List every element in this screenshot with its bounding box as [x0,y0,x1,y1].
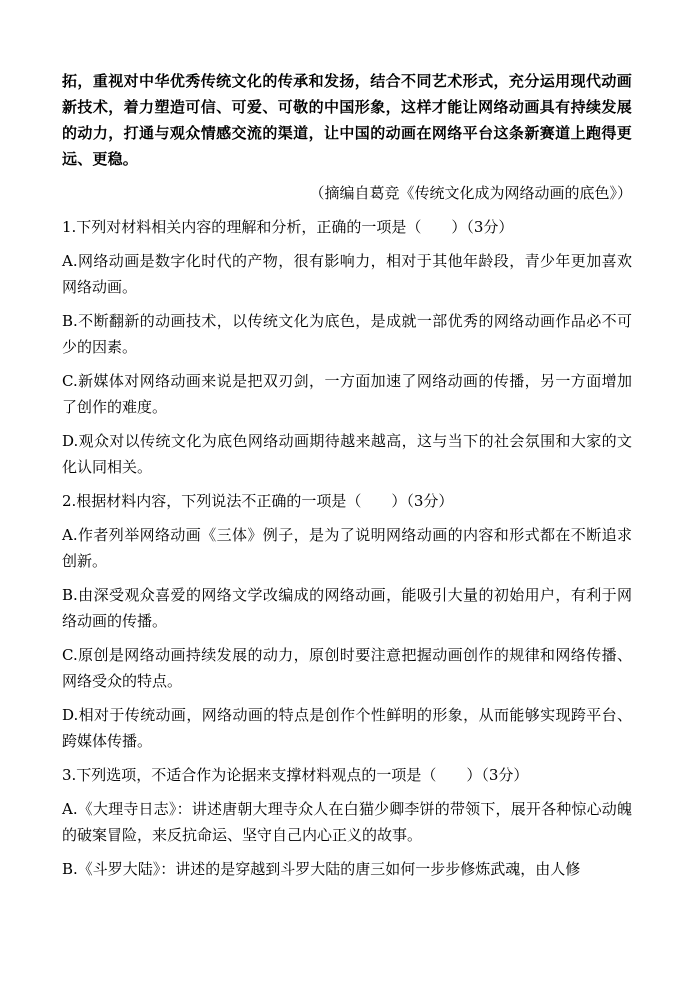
question-3-option-a: A.《大理寺日志》：讲述唐朝大理寺众人在白猫少卿李饼的带领下，展开各种惊心动魄的破案冒险，来反抗命运、坚守自己内心正义的故事。 [62,800,632,844]
question-3-option-b: B.《斗罗大陆》：讲述的是穿越到斗罗大陆的唐三如何一步步修炼武魂，由人修 [62,860,581,878]
question-1-option-c: C.新媒体对网络动画来说是把双刃剑，一方面加速了网络动画的传播，另一方面增加了创作的难度。 [62,372,632,416]
question-2-option-a: A.作者列举网络动画《三体》例子，是为了说明网络动画的内容和形式都在不断追求创新。 [62,526,632,570]
question-2-option-d: D.相对于传统动画，网络动画的特点是创作个性鲜明的形象，从而能够实现跨平台、跨媒体传播。 [62,706,632,750]
passage-intro: 拓，重视对中华优秀传统文化的传承和发扬，结合不同艺术形式，充分运用现代动画新技术，着力塑造可信、可爱、可敬的中国形象，这样才能让网络动画具有持续发展的动力，打通与观众情感交流的渠道，让中国的动画在网络平台这条新赛道上跑得更远、更稳。 [62,72,632,168]
passage-source: （摘编自葛竞《传统文化成为网络动画的底色》） [309,184,632,202]
question-1-option-b: B.不断翻新的动画技术，以传统文化为底色，是成就一部优秀的网络动画作品必不可少的因素。 [62,312,632,356]
question-1-option-d: D.观众对以传统文化为底色网络动画期待越来越高，这与当下的社会氛围和大家的文化认同相关。 [62,432,632,476]
question-2-stem: 2.根据材料内容，下列说法不正确的一项是（ ）（3分） [62,492,454,510]
document-page [62,68,632,882]
question-2-option-b: B.由深受观众喜爱的网络文学改编成的网络动画，能吸引大量的初始用户，有利于网络动画的传播。 [62,586,632,630]
question-1-option-a: A.网络动画是数字化时代的产物，很有影响力，相对于其他年龄段，青少年更加喜欢网络动画。 [62,252,632,296]
question-2-option-c: C.原创是网络动画持续发展的动力，原创时要注意把握动画创作的规律和网络传播、网络受众的特点。 [62,646,632,690]
question-1-stem: 1.下列对材料相关内容的理解和分析，正确的一项是（ ）（3分） [62,218,514,236]
question-3-stem: 3.下列选项，不适合作为论据来支撑材料观点的一项是（ ）（3分） [62,766,529,784]
